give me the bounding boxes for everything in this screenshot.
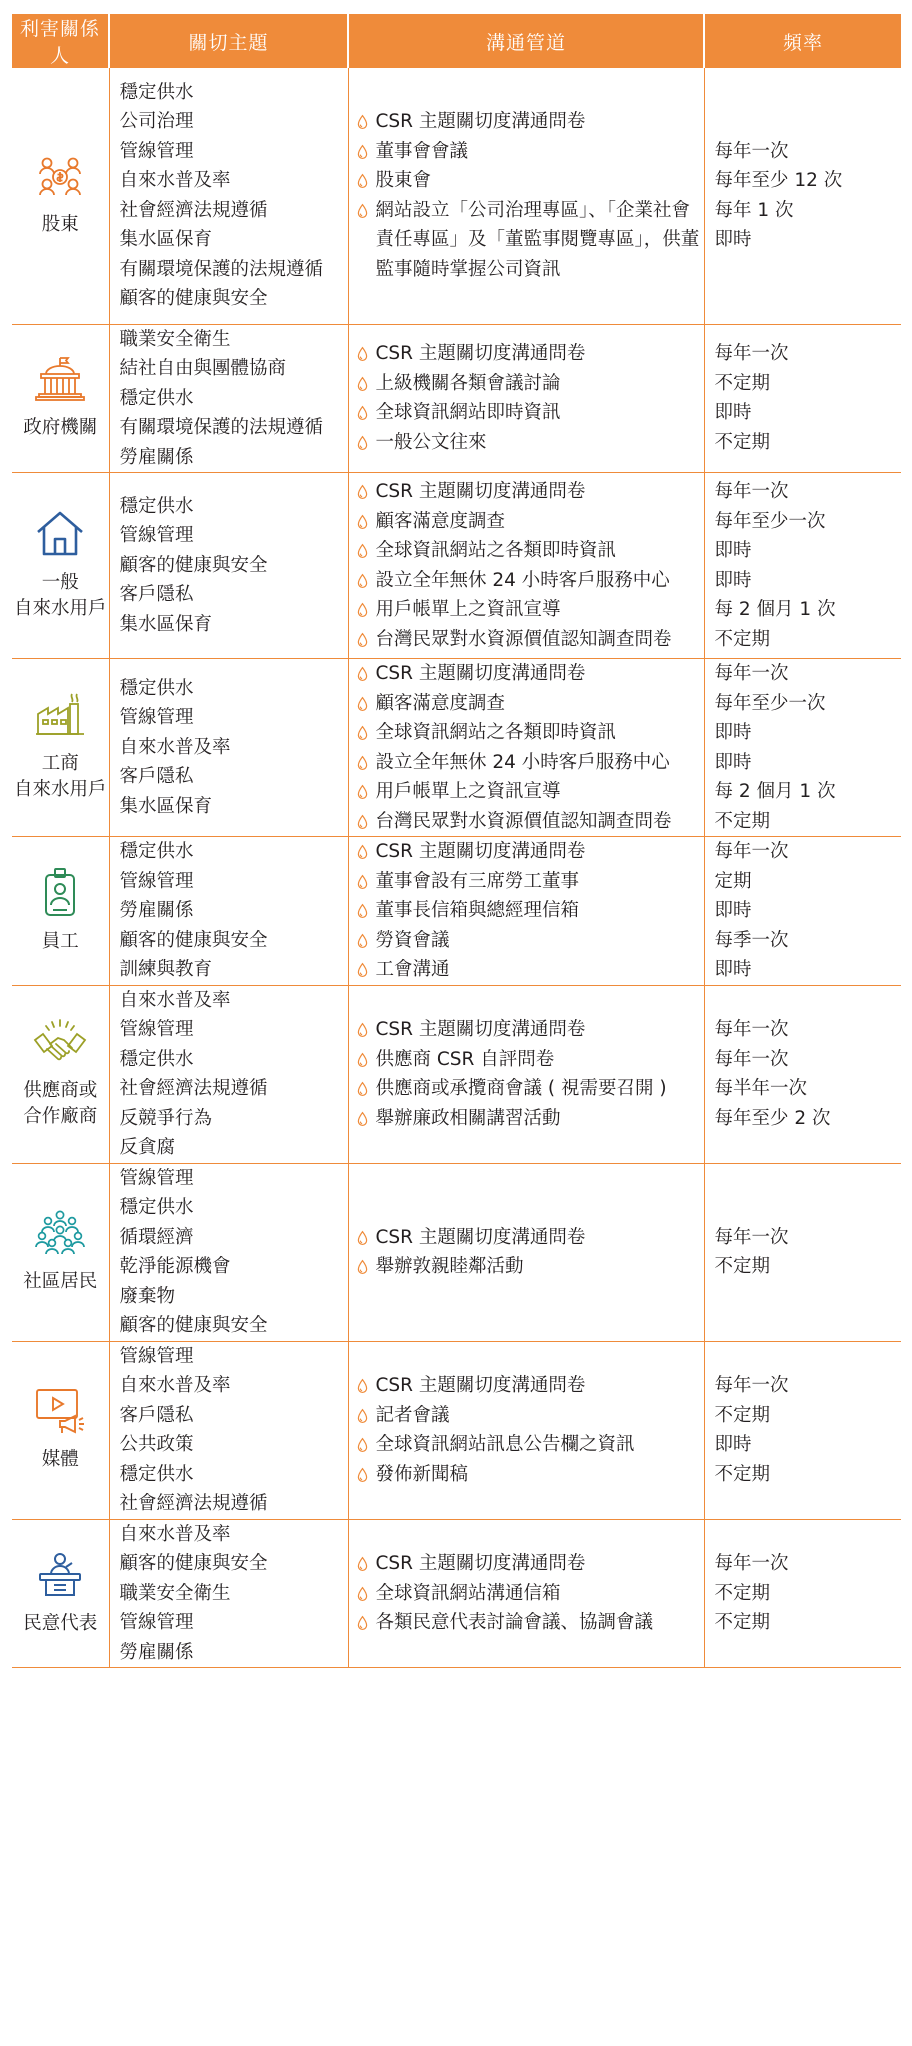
topic-item: 自來水普及率 [119,170,231,192]
channel-text: 用戶帳單上之資訊宣導 [375,781,561,802]
channel-text: CSR 主題關切度溝通問卷 [375,343,586,365]
water-drop-icon [357,203,368,219]
channel-item [357,428,704,458]
handshake-icon [12,1018,109,1076]
stakeholder-name: 股東 [41,214,79,235]
channel-text: 各類民意代表討論會議、協調會議 [375,1612,654,1633]
channel-text: 全球資訊網站訊息公告欄之資訊 [375,1434,635,1455]
topic-item: 管線管理 [119,1019,194,1040]
channels-cell [348,1163,704,1341]
topic-item: 顧客的健康與安全 [119,1315,268,1336]
frequency-item: 即時 [714,1434,752,1455]
frequency-item: 每 2 個月 1 次 [714,599,836,620]
frequency-item: 每年一次 [714,1375,789,1396]
stakeholder-name: 一般 [41,571,79,593]
frequency-item: 即時 [714,959,752,980]
frequency-cell [704,68,901,324]
water-drop-icon [357,632,368,648]
header-channels: 溝通管道 [348,14,704,68]
frequency-item: 即時 [714,751,752,773]
topic-item: 客戶隱私 [119,1404,194,1426]
channel-item [357,837,704,867]
channel-item [357,625,704,655]
channel-text: 舉辦敦親睦鄰活動 [375,1256,524,1277]
frequency-item: 不定期 [714,1404,771,1426]
topics-cell [109,837,348,986]
channels-cell [348,473,704,659]
water-drop-icon [357,1378,368,1394]
header-topics: 關切主題 [109,14,348,68]
topic-item: 反貪腐 [119,1137,176,1158]
channels-cell [348,324,704,473]
frequency-item: 不定期 [714,1582,771,1604]
topic-item: 勞雇關係 [119,900,194,921]
channel-item [357,566,704,596]
topic-item: 穩定供水 [119,1048,194,1070]
frequency-cell [704,1519,901,1668]
frequency-item: 不定期 [714,1256,771,1277]
frequency-item: 不定期 [714,1463,771,1485]
stakeholder-cell [12,659,109,837]
frequency-item: 每年一次 [714,663,789,684]
frequency-item: 每年至少 12 次 [714,170,843,192]
channel-item [357,955,704,985]
table-header-row [12,14,901,68]
topic-item: 客戶隱私 [119,584,194,606]
channel-item [357,1252,704,1282]
frequency-item: 即時 [714,229,752,251]
channel-item [357,398,704,428]
channel-item [357,477,704,507]
frequency-item: 不定期 [714,810,771,832]
channel-item [357,1223,704,1253]
channel-text: CSR 主題關切度溝通問卷 [375,663,586,684]
frequency-item: 每年一次 [714,140,789,162]
header-frequency: 頻率 [704,14,901,68]
topic-item: 穩定供水 [119,495,194,517]
water-drop-icon [357,696,368,712]
frequency-item: 每年 1 次 [714,199,794,221]
topic-item: 有關環境保護的法規遵循 [119,258,324,280]
water-drop-icon [357,784,368,800]
channel-item [357,1549,704,1579]
water-drop-icon [357,543,368,559]
frequency-item: 每年一次 [714,1226,789,1248]
frequency-cell [704,985,901,1163]
channel-text: 網站設立「公司治理專區」、「企業社會責任專區」及「董監事閱覽專區」，供董監事隨時掌握公司資訊 [375,199,700,280]
water-drop-icon [357,1052,368,1068]
channel-text: 董事會會議 [375,140,469,162]
topics-cell [109,324,348,473]
frequency-item: 不定期 [714,372,771,394]
channel-item [357,369,704,399]
water-drop-icon [357,1467,368,1483]
frequency-item: 不定期 [714,628,771,650]
channels-cell [348,1341,704,1519]
topic-item: 穩定供水 [119,1463,194,1485]
stakeholder-name: 工商 [41,752,79,774]
topic-item: 社會經濟法規遵循 [119,1078,268,1099]
channel-text: 全球資訊網站溝通信箱 [375,1582,561,1604]
topic-item: 客戶隱私 [119,766,194,788]
topic-item: 勞雇關係 [119,446,194,468]
topic-item: 顧客的健康與安全 [119,929,268,951]
channel-item [357,718,704,748]
table-row [12,1341,901,1519]
water-drop-icon [357,405,368,421]
topics-cell [109,68,348,324]
water-drop-icon [357,1111,368,1127]
frequency-item: 每 2 個月 1 次 [714,781,836,802]
table-row [12,324,901,473]
stakeholder-cell [12,837,109,986]
frequency-cell [704,324,901,473]
topic-item: 社會經濟法規遵循 [119,1493,268,1514]
topic-item: 社會經濟法規遵循 [119,199,268,221]
topic-item: 顧客的健康與安全 [119,1553,268,1574]
table-row [12,659,901,837]
topic-item: 結社自由與團體協商 [119,358,287,379]
channel-item [357,807,704,837]
channels-cell [348,659,704,837]
channel-item [357,689,704,719]
channel-text: 台灣民眾對水資源價值認知調查問卷 [375,628,672,650]
channel-item [357,137,704,167]
channel-text: 設立全年無休 24 小時客戶服務中心 [375,569,670,591]
water-drop-icon [357,346,368,362]
table-row [12,68,901,324]
channel-item [357,1104,704,1134]
topics-cell [109,473,348,659]
water-drop-icon [357,1259,368,1275]
topics-cell [109,1341,348,1519]
stakeholder-name: 媒體 [41,1449,79,1471]
frequency-item: 每年一次 [714,1553,789,1574]
topic-item: 顧客的健康與安全 [119,288,268,310]
channel-text: 顧客滿意度調查 [375,510,506,532]
water-drop-icon [357,114,368,130]
channel-text: 舉辦廉政相關講習活動 [375,1107,561,1129]
channel-item [357,1430,704,1460]
channel-text: CSR 主題關切度溝通問卷 [375,481,586,502]
frequency-item: 即時 [714,722,752,743]
stakeholder-name: 自來水用戶 [13,778,107,800]
topic-item: 自來水普及率 [119,989,231,1011]
frequency-item: 不定期 [714,1612,771,1633]
channel-text: CSR 主題關切度溝通問卷 [375,1553,586,1574]
channel-text: 全球資訊網站之各類即時資訊 [375,722,617,743]
frequency-item: 每半年一次 [714,1078,808,1099]
channel-item [357,1074,704,1104]
water-drop-icon [357,844,368,860]
stakeholder-name: 政府機關 [23,416,98,438]
topic-item: 穩定供水 [119,81,194,103]
water-drop-icon [357,573,368,589]
header-stakeholder: 利害關係人 [12,14,109,68]
topic-item: 管線管理 [119,1612,194,1633]
community-people-icon [12,1209,109,1267]
stakeholder-name: 民意代表 [23,1612,98,1634]
frequency-item: 每年一次 [714,841,789,862]
frequency-item: 定期 [714,870,752,892]
water-drop-icon [357,1408,368,1424]
water-drop-icon [357,514,368,530]
channel-text: 工會溝通 [375,959,450,980]
topic-item: 公共政策 [119,1434,194,1455]
water-drop-icon [357,814,368,830]
topic-item: 集水區保育 [119,795,213,817]
channel-item [357,1608,704,1638]
stakeholder-cell [12,473,109,659]
water-drop-icon [357,1022,368,1038]
stakeholder-cell [12,324,109,473]
frequency-item: 每年一次 [714,1019,789,1040]
channel-text: 全球資訊網站之各類即時資訊 [375,540,617,561]
topic-item: 管線管理 [119,525,194,547]
frequency-cell [704,659,901,837]
water-drop-icon [357,602,368,618]
frequency-item: 即時 [714,569,752,591]
channel-text: 一般公文往來 [375,431,487,453]
channel-item [357,896,704,926]
channel-text: CSR 主題關切度溝通問卷 [375,1375,586,1396]
channel-text: 勞資會議 [375,929,450,951]
water-drop-icon [357,903,368,919]
water-drop-icon [357,435,368,451]
frequency-item: 每季一次 [714,929,789,951]
channel-item [357,339,704,369]
channel-item [357,507,704,537]
channel-text: 董事會設有三席勞工董事 [375,870,580,892]
stakeholder-name: 合作廠商 [23,1106,98,1128]
topics-cell [109,1519,348,1668]
water-drop-icon [357,755,368,771]
water-drop-icon [357,666,368,682]
channel-text: CSR 主題關切度溝通問卷 [375,1226,586,1248]
topic-item: 訓練與教育 [119,959,213,980]
water-drop-icon [357,1081,368,1097]
water-drop-icon [357,484,368,500]
water-drop-icon [357,962,368,978]
channels-cell [348,837,704,986]
government-building-icon [12,356,109,412]
table-row [12,473,901,659]
topics-cell [109,1163,348,1341]
table-row [12,1519,901,1668]
channel-item [357,777,704,807]
water-drop-icon [357,1556,368,1572]
topic-item: 職業安全衛生 [119,1582,231,1604]
topic-item: 顧客的健康與安全 [119,554,268,576]
channel-item [357,867,704,897]
topic-item: 廢棄物 [119,1285,176,1307]
topic-item: 自來水普及率 [119,1523,231,1545]
channel-text: CSR 主題關切度溝通問卷 [375,841,586,862]
channel-item [357,1015,704,1045]
channel-text: CSR 主題關切度溝通問卷 [375,111,586,133]
water-drop-icon [357,1230,368,1246]
frequency-item: 即時 [714,402,752,424]
channel-text: 台灣民眾對水資源價值認知調查問卷 [375,810,672,832]
channel-text: 全球資訊網站即時資訊 [375,402,561,424]
topic-item: 集水區保育 [119,613,213,635]
frequency-item: 每年一次 [714,1048,789,1070]
channel-item [357,595,704,625]
topic-item: 管線管理 [119,707,194,729]
stakeholder-cell [12,985,109,1163]
stakeholder-cell [12,1163,109,1341]
channel-item [357,536,704,566]
channel-item [357,1045,704,1075]
topic-item: 公司治理 [119,111,194,133]
topic-item: 職業安全衛生 [119,328,231,350]
channel-text: 供應商或承攬商會議 ( 視需要召開 ) [375,1078,667,1099]
stakeholder-cell [12,1519,109,1668]
channel-text: 記者會議 [375,1404,450,1426]
house-icon [12,509,109,567]
topic-item: 循環經濟 [119,1226,194,1248]
table-row [12,837,901,986]
frequency-cell [704,1341,901,1519]
topic-item: 管線管理 [119,1345,194,1367]
podium-speaker-icon [12,1550,109,1608]
topic-item: 有關環境保護的法規遵循 [119,417,324,438]
stakeholder-table [12,14,901,1668]
water-drop-icon [357,144,368,160]
water-drop-icon [357,1615,368,1631]
water-drop-icon [357,1586,368,1602]
stakeholder-cell [12,1341,109,1519]
channels-cell [348,1519,704,1668]
channels-cell [348,985,704,1163]
frequency-item: 每年至少一次 [714,510,826,532]
channel-item [357,748,704,778]
topic-item: 反競爭行為 [119,1107,213,1129]
stakeholder-name: 供應商或 [23,1080,98,1102]
stakeholder-name: 自來水用戶 [13,597,107,619]
topic-item: 集水區保育 [119,229,213,251]
media-megaphone-icon [12,1387,109,1445]
frequency-item: 即時 [714,540,752,561]
channel-item [357,196,704,285]
channel-item [357,659,704,689]
frequency-item: 每年至少一次 [714,692,826,714]
channel-item [357,926,704,956]
water-drop-icon [357,874,368,890]
topic-item: 管線管理 [119,870,194,892]
channel-item [357,1371,704,1401]
topic-item: 管線管理 [119,1167,194,1189]
table-row [12,985,901,1163]
frequency-cell [704,473,901,659]
topic-item: 自來水普及率 [119,1375,231,1396]
stakeholder-name: 社區居民 [23,1271,98,1293]
topic-item: 穩定供水 [119,841,194,862]
stakeholder-name: 員工 [41,931,79,952]
channel-item [357,107,704,137]
channel-text: 上級機關各類會議討論 [375,372,561,394]
topic-item: 乾淨能源機會 [119,1256,231,1277]
stakeholder-cell [12,68,109,324]
frequency-cell [704,1163,901,1341]
channel-text: 供應商 CSR 自評問卷 [375,1048,555,1070]
channel-text: CSR 主題關切度溝通問卷 [375,1019,586,1040]
frequency-cell [704,837,901,986]
frequency-item: 每年至少 2 次 [714,1107,831,1129]
frequency-item: 即時 [714,900,752,921]
topic-item: 自來水普及率 [119,736,231,758]
channel-item [357,1401,704,1431]
channel-text: 發佈新聞稿 [375,1463,469,1485]
employee-badge-icon [12,867,109,927]
channel-text: 顧客滿意度調查 [375,692,506,714]
table-row [12,1163,901,1341]
channel-item [357,1460,704,1490]
topics-cell [109,659,348,837]
channel-text: 股東會 [375,170,432,192]
water-drop-icon [357,173,368,189]
topic-item: 管線管理 [119,140,194,162]
topic-item: 穩定供水 [119,677,194,699]
shareholder-icon [12,154,109,210]
channel-item [357,166,704,196]
frequency-item: 每年一次 [714,343,789,365]
water-drop-icon [357,725,368,741]
channel-text: 董事長信箱與總經理信箱 [375,900,580,921]
topics-cell [109,985,348,1163]
channel-item [357,1579,704,1609]
water-drop-icon [357,933,368,949]
channel-text: 用戶帳單上之資訊宣導 [375,599,561,620]
frequency-item: 不定期 [714,431,771,453]
water-drop-icon [357,376,368,392]
frequency-item: 每年一次 [714,481,789,502]
topic-item: 勞雇關係 [119,1641,194,1663]
factory-icon [12,692,109,748]
channels-cell [348,68,704,324]
topic-item: 穩定供水 [119,1197,194,1218]
topic-item: 穩定供水 [119,387,194,409]
water-drop-icon [357,1437,368,1453]
channel-text: 設立全年無休 24 小時客戶服務中心 [375,751,670,773]
